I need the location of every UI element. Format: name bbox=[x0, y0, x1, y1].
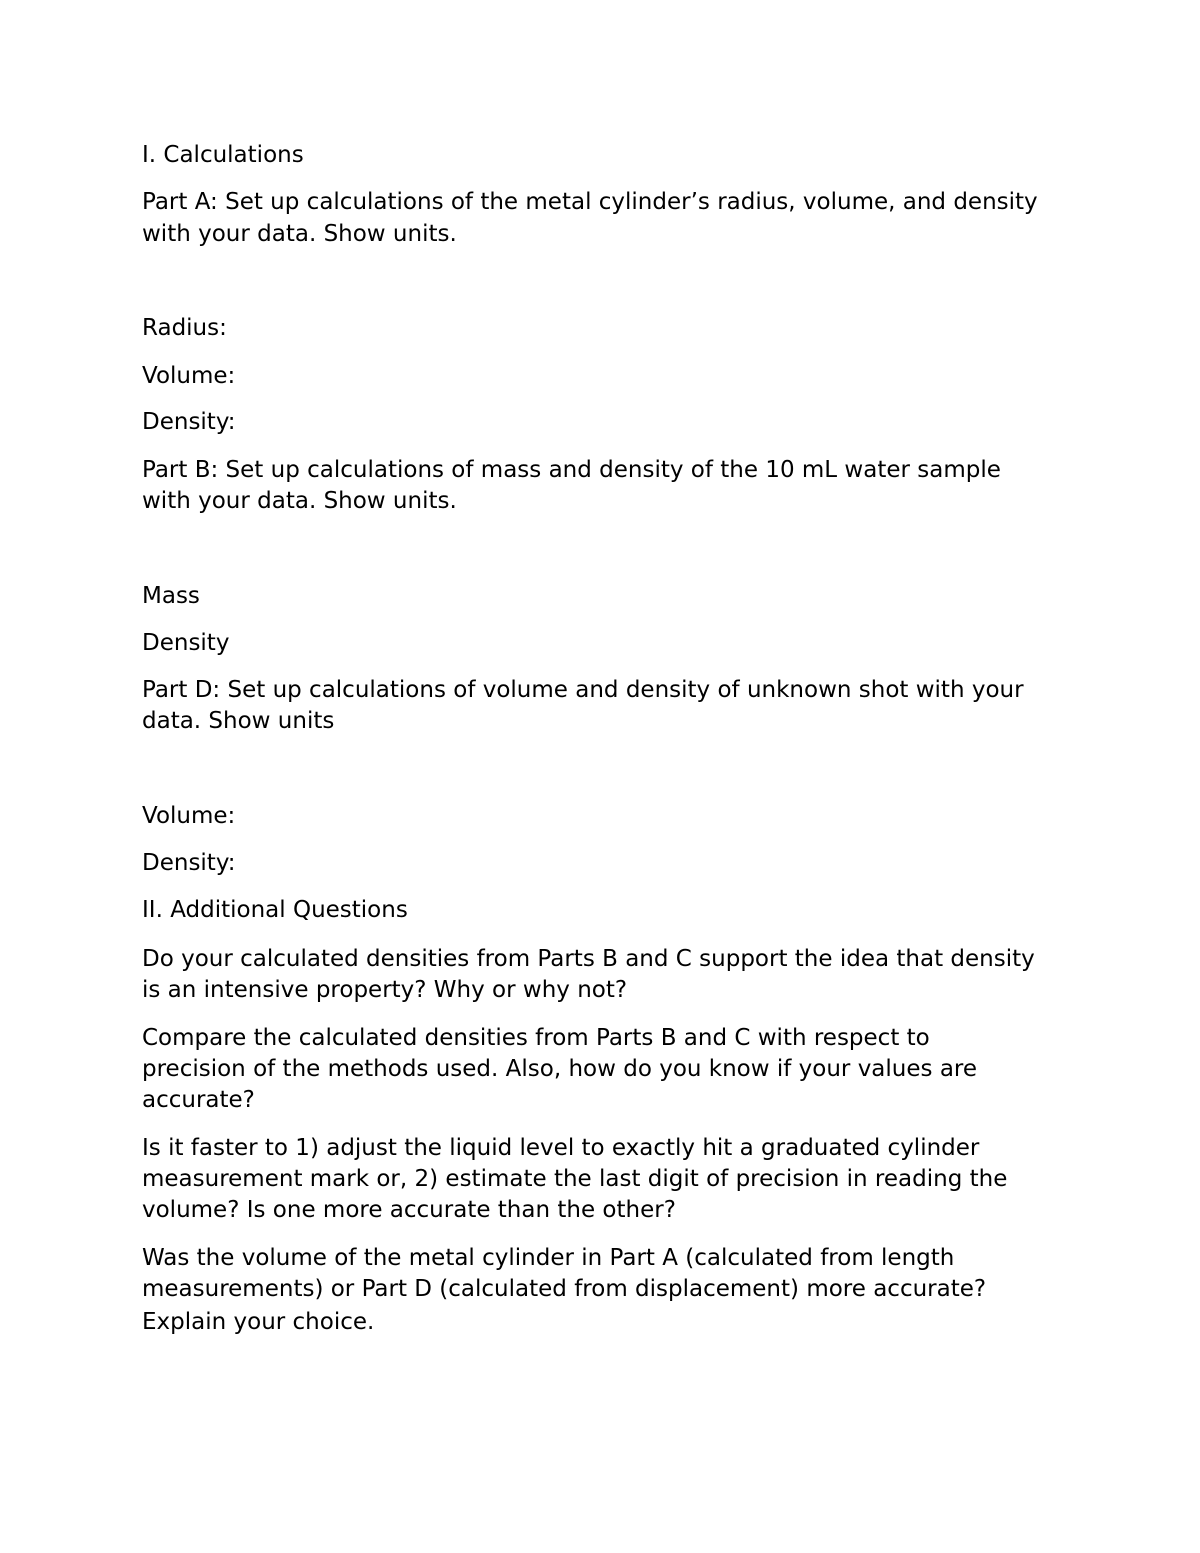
question-line: precision of the methods used. Also, how do you know if your values are bbox=[142, 1056, 978, 1082]
section-heading-calculations: I. Calculations bbox=[142, 142, 304, 168]
field-label-density: Density bbox=[142, 630, 230, 656]
instruction-line: with your data. Show units. bbox=[142, 488, 457, 514]
question-line: volume? Is one more accurate than the other? bbox=[142, 1197, 676, 1223]
field-label-density: Density: bbox=[142, 409, 236, 435]
question-line: Compare the calculated densities from Parts B and C with respect to bbox=[142, 1025, 930, 1051]
field-label-volume: Volume: bbox=[142, 803, 236, 829]
question-line: is an intensive property? Why or why not? bbox=[142, 977, 628, 1003]
question-line: Do your calculated densities from Parts B and C support the idea that density bbox=[142, 946, 1035, 972]
question-line: Explain your choice. bbox=[142, 1309, 375, 1335]
question-line: measurements) or Part D (calculated from displacement) more accurate? bbox=[142, 1276, 987, 1302]
instruction-line: Part A: Set up calculations of the metal cylinder’s radius, volume, and density bbox=[142, 189, 1038, 215]
field-label-mass: Mass bbox=[142, 583, 200, 609]
instruction-line: with your data. Show units. bbox=[142, 221, 457, 247]
field-label-radius: Radius: bbox=[142, 315, 227, 341]
field-label-density: Density: bbox=[142, 850, 236, 876]
instruction-line: Part D: Set up calculations of volume and density of unknown shot with your bbox=[142, 677, 1024, 703]
question-line: measurement mark or, 2) estimate the last digit of precision in reading the bbox=[142, 1166, 1008, 1192]
question-line: accurate? bbox=[142, 1087, 255, 1113]
instruction-line: data. Show units bbox=[142, 708, 335, 734]
question-line: Is it faster to 1) adjust the liquid level to exactly hit a graduated cylinder bbox=[142, 1135, 980, 1161]
section-heading-additional-questions: II. Additional Questions bbox=[142, 897, 408, 923]
field-label-volume: Volume: bbox=[142, 363, 236, 389]
question-line: Was the volume of the metal cylinder in Part A (calculated from length bbox=[142, 1245, 955, 1271]
instruction-line: Part B: Set up calculations of mass and density of the 10 mL water sample bbox=[142, 457, 1001, 483]
